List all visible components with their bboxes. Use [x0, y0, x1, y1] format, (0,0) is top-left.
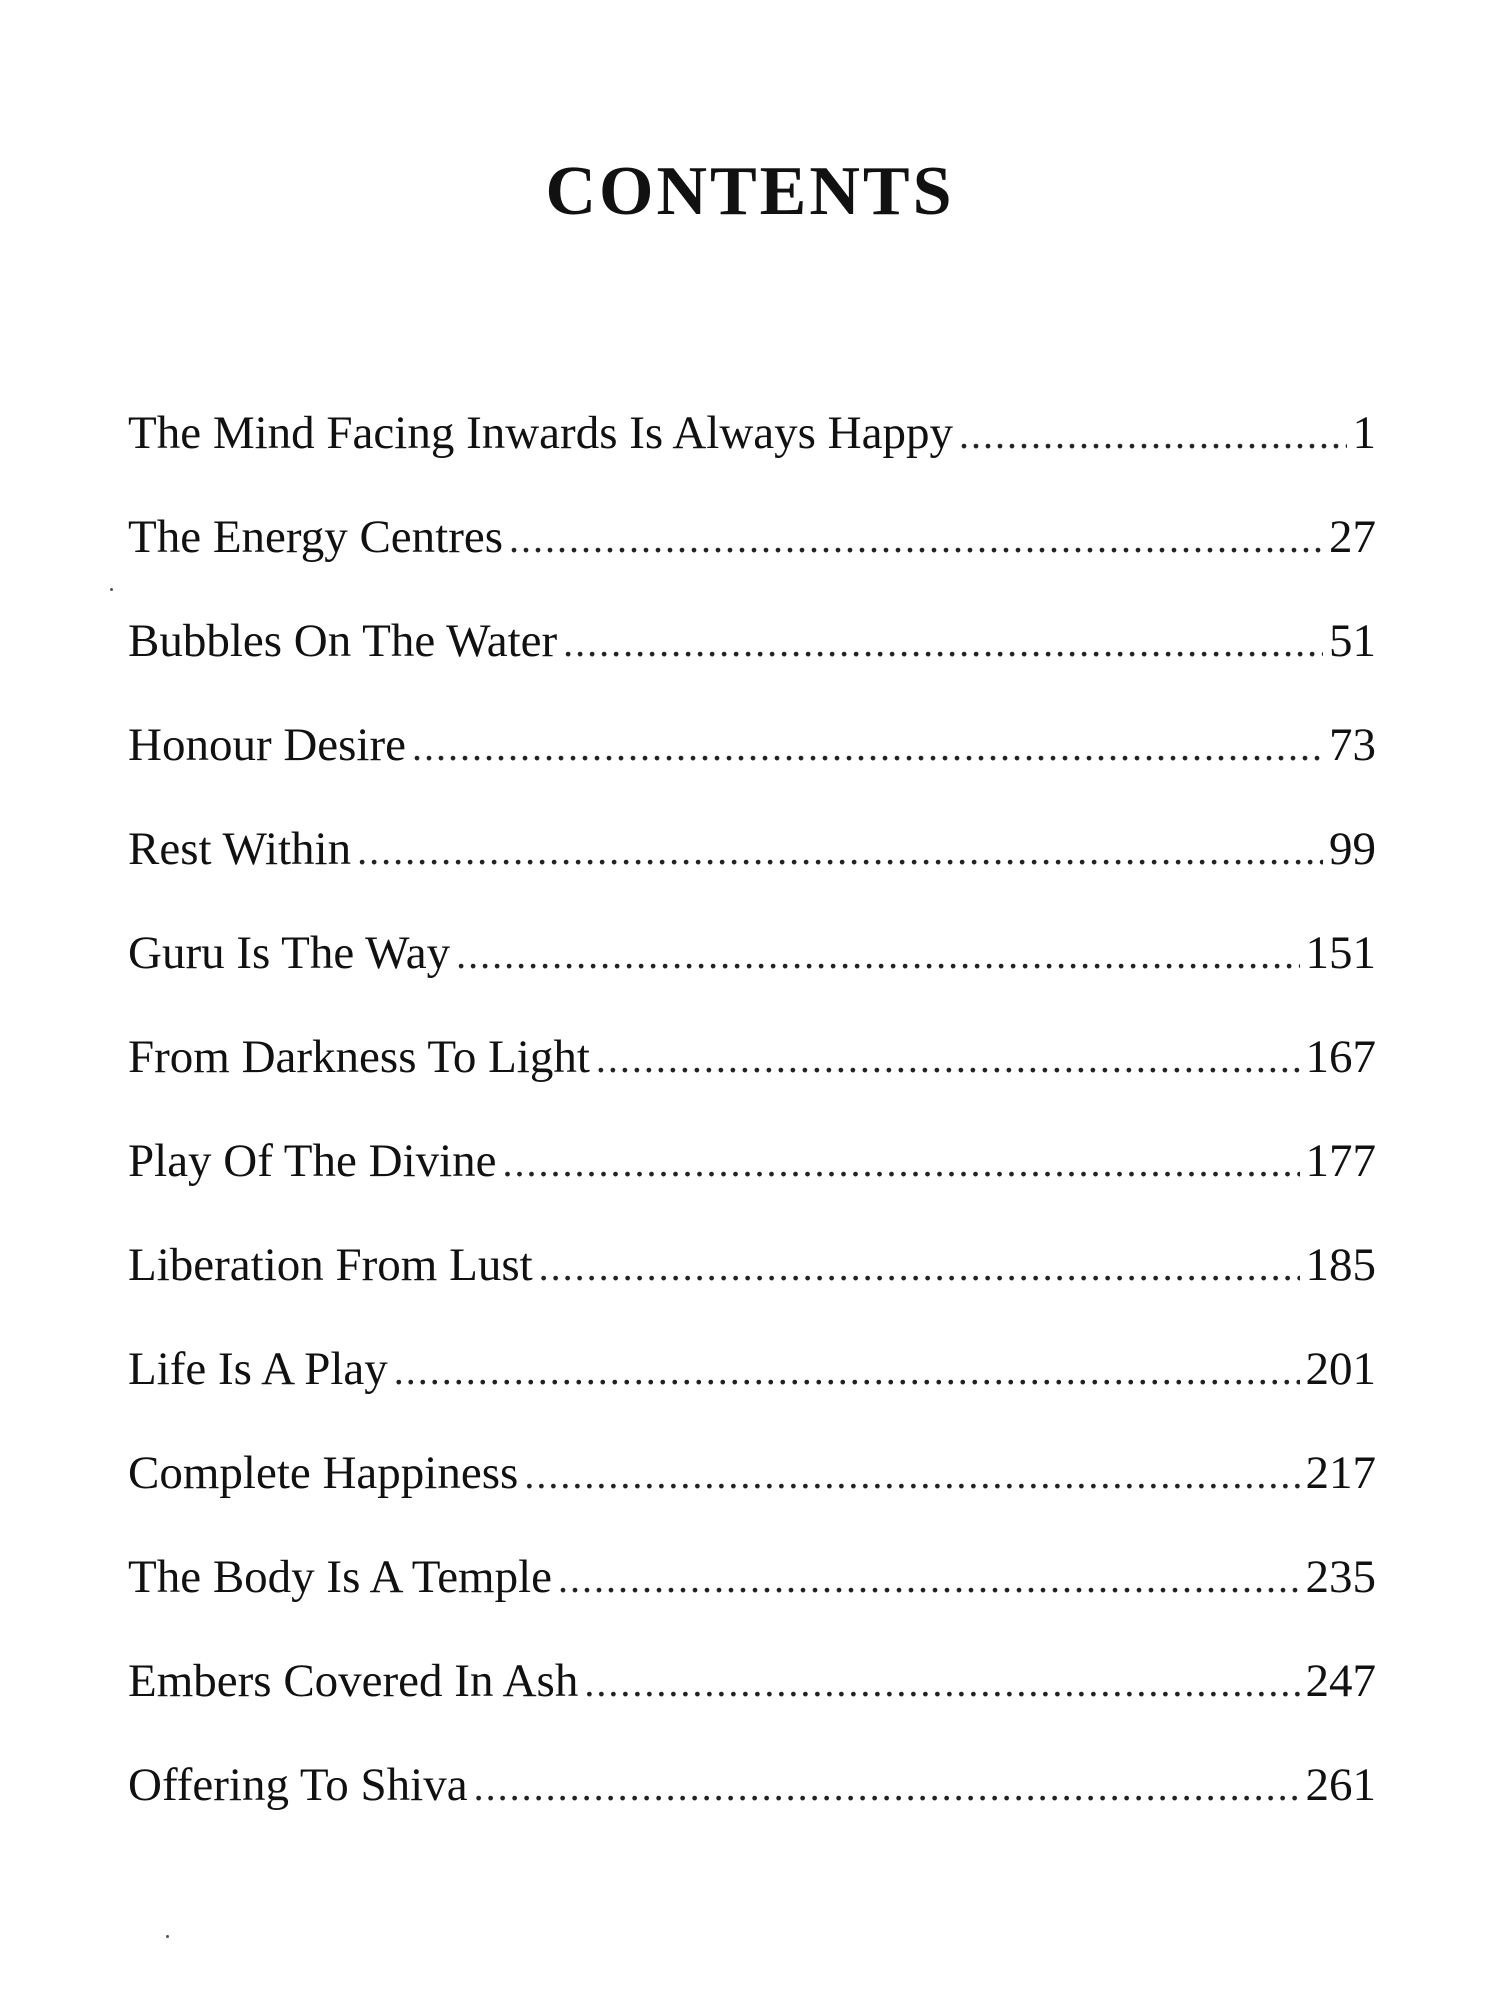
toc-entry [128, 1343, 1376, 1450]
page-title: CONTENTS [545, 152, 955, 230]
dot-leader [394, 1351, 1300, 1391]
toc-entry-title: Play Of The Divine [128, 1135, 497, 1187]
toc-entry-title: Complete Happiness [128, 1447, 519, 1499]
toc-entry-page: 217 [1305, 1447, 1376, 1499]
dot-leader [357, 831, 1323, 871]
toc-entry-title: Bubbles On The Water [128, 615, 558, 667]
toc-entry [128, 511, 1376, 618]
toc-entry [128, 1655, 1376, 1762]
toc-entry [128, 1447, 1376, 1554]
toc-entry [128, 1135, 1376, 1242]
toc-entry-title: Guru Is The Way [128, 927, 451, 979]
dot-leader [596, 1039, 1300, 1079]
toc-entry-page: 73 [1329, 719, 1376, 771]
dot-leader [524, 1455, 1299, 1495]
toc-entry-page: 235 [1305, 1551, 1376, 1603]
scan-speck [110, 588, 113, 591]
toc-entry [128, 615, 1376, 722]
dot-leader [959, 415, 1347, 455]
toc-entry-title: The Body Is A Temple [128, 1551, 553, 1603]
toc-entry-page: 151 [1305, 927, 1376, 979]
dot-leader [563, 623, 1323, 663]
toc-entry [128, 407, 1376, 514]
toc-entry-title: Embers Covered In Ash [128, 1655, 579, 1707]
toc-entry [128, 1239, 1376, 1346]
toc-entry-title: Liberation From Lust [128, 1239, 533, 1291]
dot-leader [503, 1143, 1300, 1183]
toc-entry-title: The Energy Centres [128, 511, 504, 563]
toc-entry [128, 1759, 1376, 1866]
toc-entry-page: 99 [1329, 823, 1376, 875]
toc-entry-page: 177 [1305, 1135, 1376, 1187]
toc-entry-title: Life Is A Play [128, 1343, 388, 1395]
scan-speck [166, 1935, 169, 1938]
dot-leader [412, 727, 1323, 767]
toc-entry [128, 927, 1376, 1034]
table-of-contents [128, 407, 1376, 1866]
toc-entry-title: Honour Desire [128, 719, 407, 771]
toc-entry-page: 261 [1305, 1759, 1376, 1811]
dot-leader [509, 519, 1323, 559]
toc-entry-title: Offering To Shiva [128, 1759, 468, 1811]
toc-entry-page: 27 [1329, 511, 1376, 563]
toc-entry-title: The Mind Facing Inwards Is Always Happy [128, 407, 953, 459]
toc-entry [128, 1031, 1376, 1138]
toc-entry-page: 185 [1305, 1239, 1376, 1291]
toc-entry [128, 1551, 1376, 1658]
toc-entry-page: 167 [1305, 1031, 1376, 1083]
toc-entry-title: Rest Within [128, 823, 352, 875]
dot-leader [456, 935, 1299, 975]
toc-entry-title: From Darkness To Light [128, 1031, 590, 1083]
toc-entry-page: 247 [1305, 1655, 1376, 1707]
dot-leader [558, 1559, 1299, 1599]
dot-leader [584, 1663, 1299, 1703]
dot-leader [474, 1767, 1300, 1807]
toc-entry-page: 201 [1305, 1343, 1376, 1395]
toc-entry [128, 823, 1376, 930]
dot-leader [539, 1247, 1300, 1287]
toc-entry [128, 719, 1376, 826]
toc-entry-page: 1 [1352, 407, 1376, 459]
toc-entry-page: 51 [1329, 615, 1376, 667]
